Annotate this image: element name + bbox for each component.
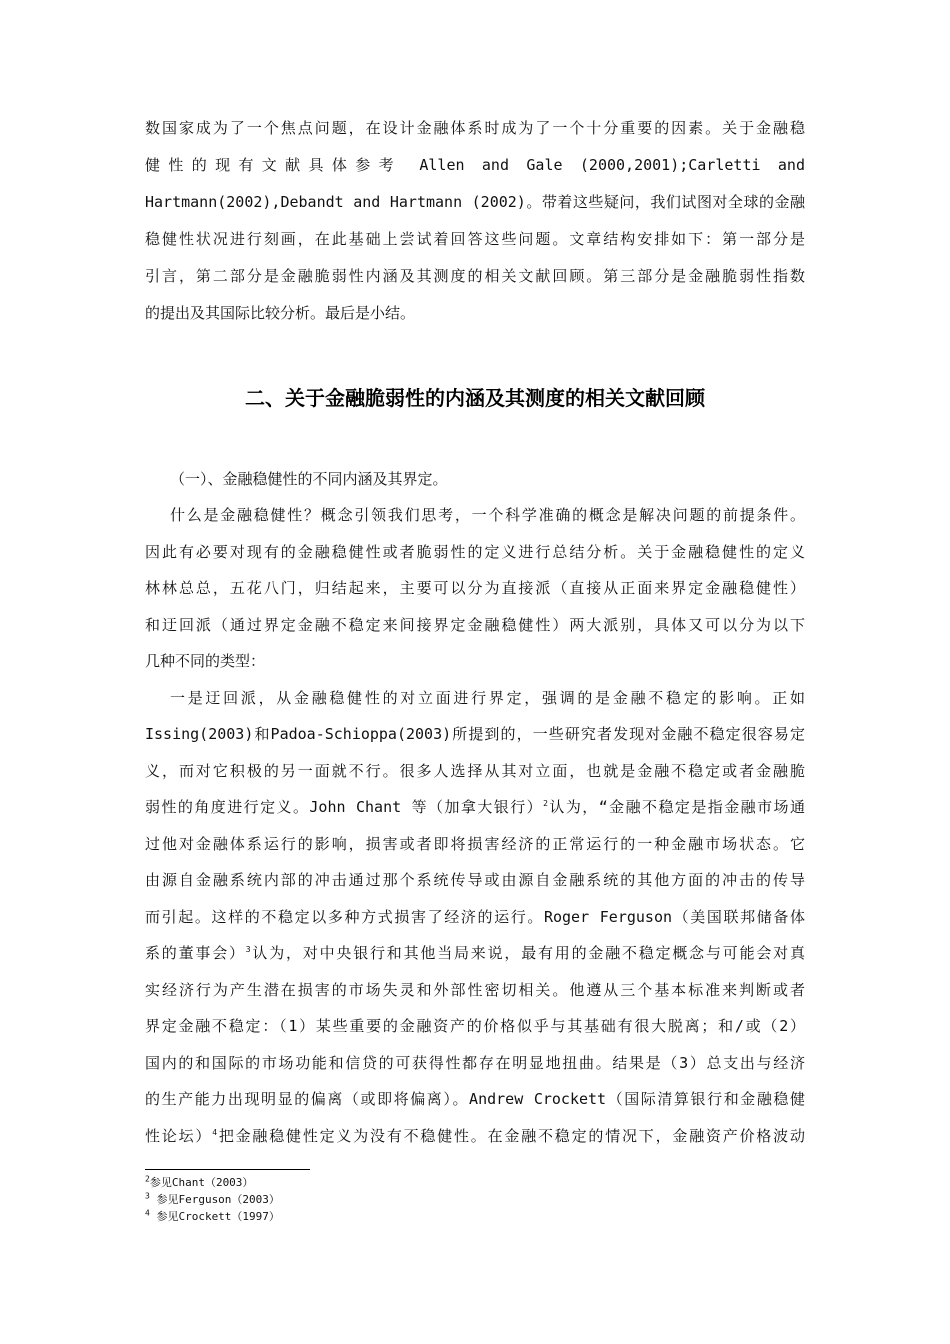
para3-line-13 — [145, 1124, 805, 1148]
footnote-num-3: 3 — [145, 1191, 150, 1201]
footnote-num-4: 4 — [145, 1208, 150, 1218]
para3-line-7: 而引起。这样的不稳定以多种方式损害了经济的运行。Roger Ferguson（美国联邦储备体 — [145, 908, 805, 926]
para3-line-8 — [145, 941, 805, 965]
footnote-ref-2: 2 — [543, 799, 548, 808]
intro-line-5: 引言，第二部分是金融脆弱性内涵及其测度的相关文献回顾。第三部分是金融脆弱性指数 — [145, 267, 805, 285]
intro-line-4: 稳健性状况进行刻画，在此基础上尝试着回答这些问题。文章结构安排如下：第一部分是 — [145, 230, 805, 248]
para3-line-6: 由源自金融系统内部的冲击通过那个系统传导或由源自金融系统的其他方面的冲击的传导 — [145, 871, 805, 889]
para3-line-13-pre: 性论坛） — [145, 1127, 213, 1145]
para3-line-12: 的生产能力出现明显的偏离（或即将偏离）。Andrew Crockett（国际清算银行和金融稳健 — [145, 1090, 805, 1108]
intro-line-2: 健性的现有文献具体参考 Allen and Gale (2000,2001);Carletti and — [145, 156, 805, 174]
para3-line-4 — [145, 795, 805, 819]
para3-line-10: 界定金融不稳定：（1）某些重要的金融资产的价格似乎与其基础有很大脱离；和/或（2） — [145, 1017, 805, 1035]
subsection-heading: （一）、金融稳健性的不同内涵及其界定。 — [170, 470, 448, 488]
footnote-divider — [145, 1169, 310, 1170]
footnote-2 — [145, 1175, 253, 1191]
footnote-3 — [145, 1192, 280, 1208]
para2-line-4: 和迂回派（通过界定金融不稳定来间接界定金融稳健性）两大派别，具体又可以分为以下 — [145, 616, 805, 634]
footnote-text-4: 参见Crockett（1997） — [149, 1210, 280, 1223]
para2-line-5: 几种不同的类型： — [145, 652, 266, 670]
para3-line-13-post: 把金融稳健性定义为没有不稳健性。在金融不稳定的情况下，金融资产价格波动 — [217, 1127, 805, 1145]
intro-line-3: Hartmann(2002),Debandt and Hartmann (2002)。带着这些疑问，我们试图对全球的金融 — [145, 193, 805, 211]
para3-line-11: 国内的和国际的市场功能和信贷的可获得性都存在明显地扭曲。结果是（3）总支出与经济 — [145, 1054, 805, 1072]
para3-line-8-pre: 系的董事会） — [145, 944, 246, 962]
para3-line-4-pre: 弱性的角度进行定义。John Chant 等（加拿大银行） — [145, 798, 544, 816]
footnote-ref-3: 3 — [245, 945, 251, 954]
footnote-4 — [145, 1209, 280, 1225]
intro-line-6: 的提出及其国际比较分析。最后是小结。 — [145, 304, 416, 322]
para3-line-3: 义，而对它积极的另一面就不行。很多人选择从其对立面，也就是金融不稳定或者金融脆 — [145, 762, 805, 780]
para2-line-1: 什么是金融稳健性？概念引领我们思考，一个科学准确的概念是解决问题的前提条件。 — [170, 506, 805, 524]
footnote-ref-4: 4 — [212, 1128, 218, 1137]
para3-line-8-post: 认为，对中央银行和其他当局来说，最有用的金融不稳定概念与可能会对真 — [250, 944, 805, 962]
footnote-text-3: 参见Ferguson（2003） — [149, 1193, 280, 1206]
para3-line-5: 过他对金融体系运行的影响，损害或者即将损害经济的正常运行的一种金融市场状态。它 — [145, 835, 805, 853]
intro-line-1: 数国家成为了一个焦点问题，在设计金融体系时成为了一个十分重要的因素。关于金融稳 — [145, 119, 805, 137]
para3-line-4-post: 认为，“金融不稳定是指金融市场通 — [547, 798, 805, 816]
footnote-num-2: 2 — [145, 1174, 150, 1184]
para3-line-9: 实经济行为产生潜在损害的市场失灵和外部性密切相关。他遵从三个基本标准来判断或者 — [145, 981, 805, 999]
para2-line-3: 林林总总，五花八门，归结起来，主要可以分为直接派（直接从正面来界定金融稳健性） — [145, 579, 805, 597]
section-heading: 二、关于金融脆弱性的内涵及其测度的相关文献回顾 — [245, 386, 705, 410]
para2-line-2: 因此有必要对现有的金融稳健性或者脆弱性的定义进行总结分析。关于金融稳健性的定义 — [145, 543, 805, 561]
para3-line-2: Issing(2003)和Padoa-Schioppa(2003)所提到的，一些研究者发现对金融不稳定很容易定 — [145, 725, 805, 743]
para3-line-1: 一是迂回派，从金融稳健性的对立面进行界定，强调的是金融不稳定的影响。正如 — [170, 689, 805, 707]
footnote-text-2: 参见Chant（2003） — [149, 1176, 254, 1189]
